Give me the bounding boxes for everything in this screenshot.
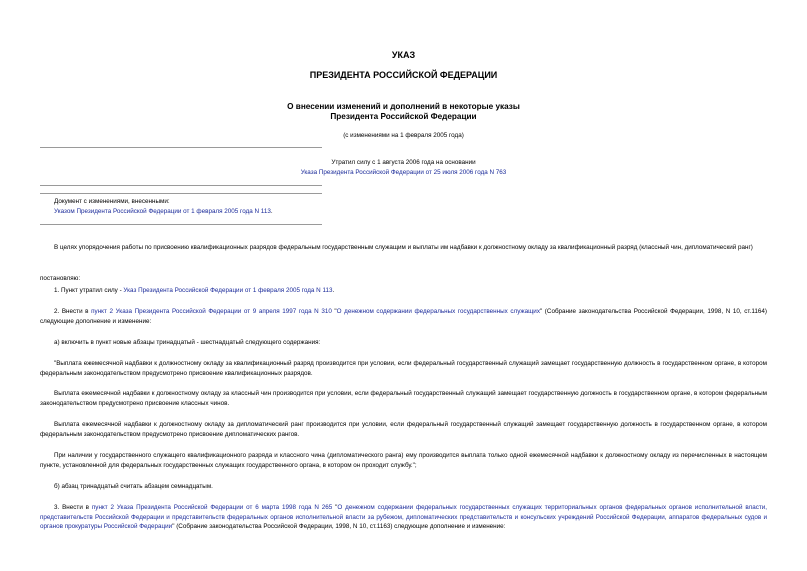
divider: [40, 185, 322, 186]
divider: [40, 224, 322, 225]
amendments-label: Документ с изменениями, внесенными:: [54, 198, 170, 205]
quote-paragraph-4: При наличии у государственного служащего квалификационного разряда и классного чина (дипломатического ранга) ему производится выплата только одной ежемесячной надбавки к должностному окладу из перечисленных в настоящем пункте, установленной для федеральных государственных служащих государственного органа, в котором он проходит службу.";: [40, 452, 767, 469]
paragraph-3-link-title[interactable]: О денежном содержании федеральных государственных служащих территориальных органов федеральных органов исполнительной власти, представительств Российской Федерации и представительств федеральных органов исполнительной власти за рубежом, дипломатических представительств и консульских учреждений Российской Федерации, аппаратов федеральных судов и органов прокуратуры Российской Федерации: [40, 504, 767, 530]
paragraph-1-prefix: 1. Пункт утратил силу -: [54, 287, 124, 294]
paragraph-1-suffix: .: [332, 287, 335, 294]
paragraph-3-prefix: 3. Внести в: [54, 504, 92, 511]
paragraph-2a: а) включить в пункт новые абзацы тринадцатый - шестнадцатый следующего содержания:: [54, 339, 321, 346]
paragraph-2-link-decree[interactable]: пункт 2 Указа Президента Российской Федерации от 9 апреля 1997 года N 310: [91, 308, 332, 315]
paragraph-2-suffix: " (Собрание законодательства Российской Федерации, 1998, N 10, ст.1164) следующие дополнение и изменение:: [40, 308, 767, 325]
quote-paragraph-1: "Выплата ежемесячной надбавки к должностному окладу за квалификационный разряд производится при условии, если федеральный государственный служащий замещает государственную должность в государственном органе, в котором федеральным законодательством предусмотрено присвоение квалификационных разрядов.: [40, 360, 767, 377]
changes-note: (с изменениями на 1 февраля 2005 года): [343, 132, 464, 139]
divider: [40, 147, 322, 148]
void-notice-text: Утратил силу с 1 августа 2006 года на основании: [331, 159, 476, 166]
quote-paragraph-3: Выплата ежемесячной надбавки к должностному окладу за дипломатический ранг производится при условии, если федеральный государственный служащий замещает государственную должность в государственном органе, в котором федеральным законодательством предусмотрено присвоение дипломатических рангов.: [40, 421, 767, 438]
amendments-line: [54, 208, 273, 216]
paragraph-2: [40, 307, 767, 326]
preamble: В целях упорядочения работы по присвоению квалификационных разрядов федеральным государственным служащим и выплаты им надбавки к должностному окладу за квалификационный разряд (классный чин, дипломатический ранг): [54, 244, 753, 251]
decree-word: постановляю:: [40, 275, 81, 282]
void-notice-link[interactable]: Указа Президента Российской Федерации от 25 июля 2006 года N 763: [300, 169, 507, 176]
issuer-title: ПРЕЗИДЕНТА РОССИЙСКОЙ ФЕДЕРАЦИИ: [309, 70, 498, 80]
amendments-link-suffix: .: [270, 208, 273, 215]
amendments-link[interactable]: Указом Президента Российской Федерации от 1 февраля 2005 года N 113: [54, 208, 271, 215]
document-title-line1: О внесении изменений и дополнений в некоторые указы: [287, 102, 520, 111]
paragraph-3: [40, 503, 767, 532]
paragraph-3-suffix: " (Собрание законодательства Российской Федерации, 1998, N 10, ст.1163) следующие дополнение и изменение:: [172, 523, 506, 530]
divider: [40, 193, 322, 194]
paragraph-3-link-decree[interactable]: пункт 2 Указа Президента Российской Федерации от 6 марта 1998 года N 265: [91, 504, 333, 511]
paragraph-3-quote-open: ": [332, 504, 338, 511]
quote-paragraph-2: Выплата ежемесячной надбавки к должностному окладу за классный чин производится при условии, если федеральный государственный служащий замещает государственную должность в государственном органе, в котором федеральным законодательством предусмотрено присвоение классных чинов.: [40, 390, 767, 407]
paragraph-1: [40, 286, 767, 296]
paragraph-1-link[interactable]: Указ Президента Российской Федерации от 1 февраля 2005 года N 113: [123, 287, 333, 294]
document-type-title: УКАЗ: [391, 50, 416, 60]
document-title-line2: Президента Российской Федерации: [330, 112, 477, 121]
paragraph-2b: б) абзац тринадцатый считать абзацем семнадцатым.: [54, 483, 213, 490]
paragraph-2-prefix: 2. Внести в: [54, 308, 92, 315]
paragraph-2-quote-open: ": [331, 308, 337, 315]
paragraph-2-link-title[interactable]: О денежном содержании федеральных государственных служащих: [336, 308, 540, 315]
